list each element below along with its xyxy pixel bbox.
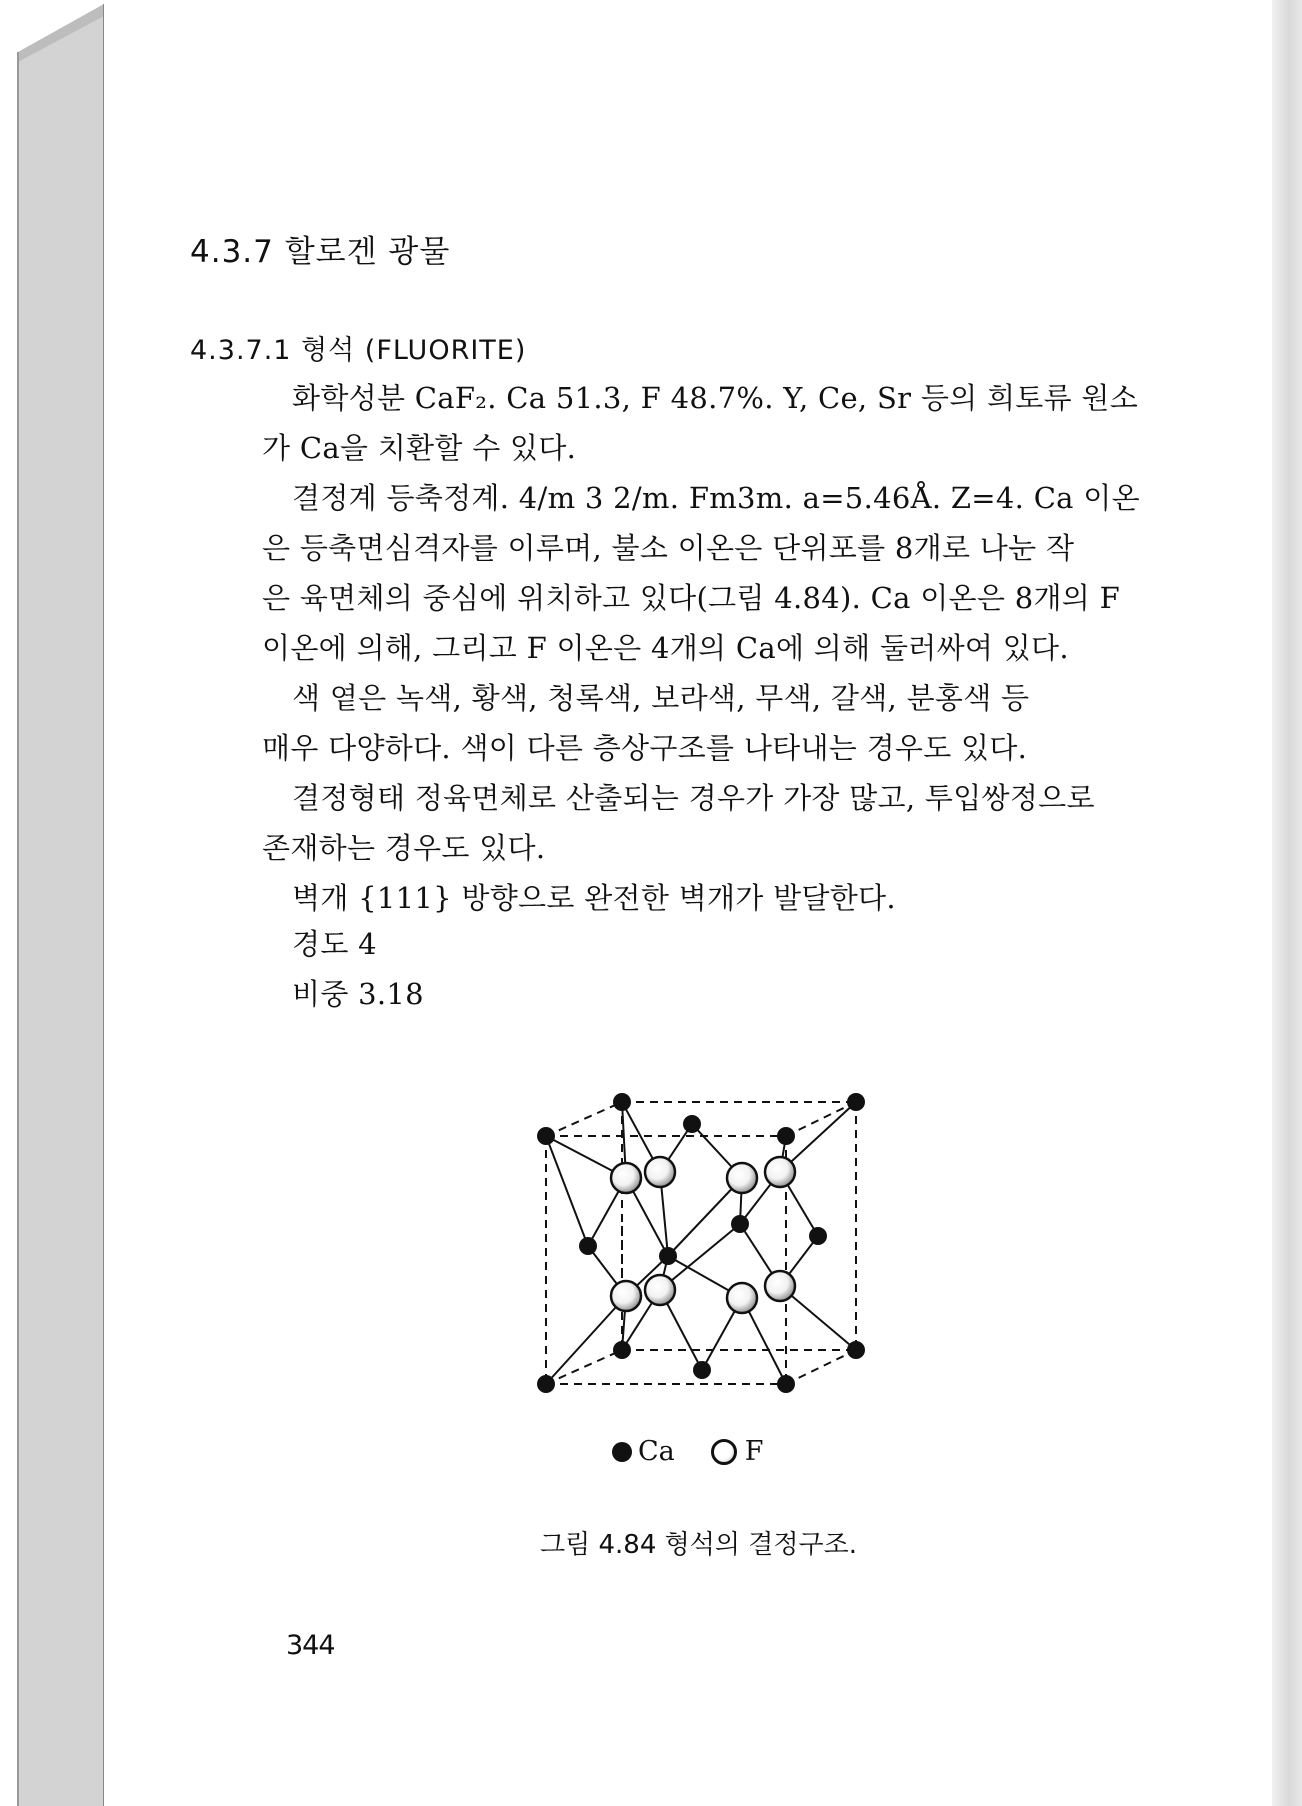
crystal-system-line-2: 은 등축면심격자를 이루며, 불소 이온은 단위포를 8개로 나눈 작 [262,531,1075,565]
crystal-system-line-1: 결정계 등축정계. 4/m 3 2/m. Fm3m. a=5.46Å. Z=4. Ca 이온 [292,481,1140,515]
figure-legend [612,1436,764,1467]
crystal-system-line-4: 이온에 의해, 그리고 F 이온은 4개의 Ca에 의해 둘러싸여 있다. [262,631,1069,665]
habit-line-1: 결정형태 정육면체로 산출되는 경우가 가장 많고, 투입쌍정으로 [292,781,1095,815]
composition-line-2: 가 Ca을 치환할 수 있다. [262,431,577,465]
book-spine-edge [0,0,110,1806]
subsection-title: 4.3.7.1 형석 (FLUORITE) [190,335,527,366]
habit-line-2: 존재하는 경우도 있다. [262,831,546,865]
fluorite-crystal-structure-diagram [530,1086,890,1406]
figure-caption: 그림 4.84 형석의 결정구조. [540,1530,857,1560]
specific-gravity-line: 비중 3.18 [292,977,424,1011]
fluorine-legend-icon [711,1439,737,1465]
legend-label-f: F [744,1436,764,1467]
cleavage-line: 벽개 {111} 방향으로 완전한 벽개가 발달한다. [292,881,896,915]
composition-line-1: 화학성분 CaF₂. Ca 51.3, F 48.7%. Y, Ce, Sr 등의 희토류 원소 [292,381,1139,415]
fluorine-ions [611,1157,795,1313]
legend-label-ca: Ca [638,1436,675,1467]
calcium-legend-icon [612,1442,632,1462]
crystal-system-line-3: 은 육면체의 중심에 위치하고 있다(그림 4.84). Ca 이온은 8개의 F [262,581,1121,615]
section-title: 4.3.7 할로겐 광물 [190,234,451,270]
hardness-line: 경도 4 [292,927,377,961]
page-number: 344 [286,1630,335,1661]
page-edge-shadow [1270,0,1302,1806]
color-line-2: 매우 다양하다. 색이 다른 층상구조를 나타내는 경우도 있다. [262,731,1028,765]
color-line-1: 색 옅은 녹색, 황색, 청록색, 보라색, 무색, 갈색, 분홍색 등 [292,681,1030,715]
